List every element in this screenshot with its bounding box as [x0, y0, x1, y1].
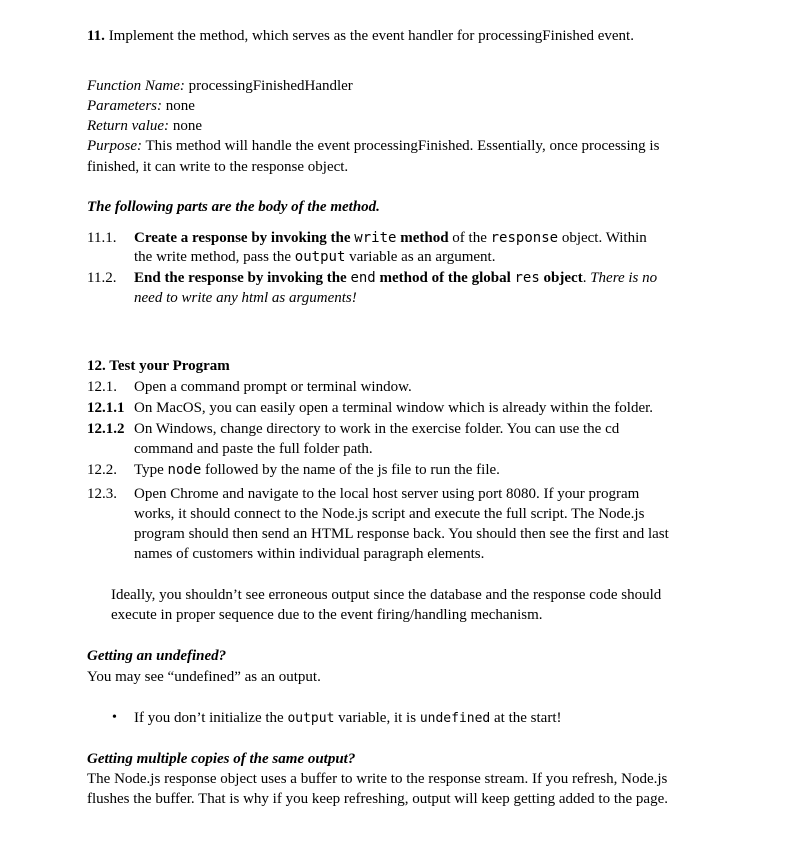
section-11-title: Implement the method, which serves as the event handler for processingFinished event.: [108, 28, 634, 44]
item-12-1-number: 12.1.: [87, 379, 117, 395]
item-12-1-line-1: Open a command prompt or terminal window.: [134, 379, 412, 395]
undefined-bullet-c: at the start!: [494, 710, 562, 726]
section-11-heading: [87, 26, 634, 46]
return-value-row: [87, 116, 202, 136]
item-11-2-number: 11.2.: [87, 270, 117, 286]
function-name-value: processingFinishedHandler: [188, 78, 353, 94]
multiple-copies-line-2: flushes the buffer. That is why if you keep refreshing, output will keep getting added to the page.: [87, 791, 668, 807]
undefined-text: You may see “undefined” as an output.: [87, 669, 321, 685]
multiple-copies-heading: Getting multiple copies of the same output?: [87, 751, 356, 767]
item-12-1-1-line-1: On MacOS, you can easily open a terminal window which is already within the folder.: [134, 400, 654, 416]
item-11-2-italic-1: There is no: [590, 270, 658, 286]
item-11-2-line-1: [134, 268, 657, 288]
return-value-label: Return value:: [87, 118, 170, 134]
code-node: node: [167, 462, 202, 478]
code-output: output: [294, 249, 346, 265]
item-12-3-line-4: names of customers within individual paragraph elements.: [134, 546, 485, 562]
item-11-2-bold-2: method of the global: [379, 270, 511, 286]
purpose-row: [87, 136, 659, 156]
parameters-value: none: [165, 98, 195, 114]
item-11-2-bold-1: End the response by invoking the: [134, 270, 347, 286]
item-11-2-bold-3: object: [543, 270, 583, 286]
item-11-1-bold-1: Create a response by invoking the: [134, 230, 351, 246]
item-12-3-line-1: Open Chrome and navigate to the local host server using port 8080. If your program: [134, 486, 640, 502]
return-value-value: none: [172, 118, 202, 134]
purpose-line-1: This method will handle the event processingFinished. Essentially, once processing is: [145, 138, 660, 154]
function-name-label: Function Name:: [87, 78, 185, 94]
code-end: end: [350, 270, 376, 286]
undefined-bullet-a: If you don’t initialize the: [134, 710, 284, 726]
section-12-heading: 12. Test your Program: [87, 358, 230, 374]
undefined-bullet-b: variable, it is: [338, 710, 417, 726]
item-12-3-line-3: program should then send an HTML response back. You should then see the first and last: [134, 526, 669, 542]
parameters-row: [87, 96, 195, 116]
item-12-3-number: 12.3.: [87, 486, 117, 502]
ideally-line-2: execute in proper sequence due to the event firing/handling mechanism.: [111, 607, 543, 623]
code-res: res: [514, 270, 540, 286]
ideally-line-1: Ideally, you shouldn’t see erroneous output since the database and the response code should: [111, 587, 662, 603]
item-11-1-number: 11.1.: [87, 230, 117, 246]
item-12-1-1-number: 12.1.1: [87, 400, 125, 416]
item-11-1-line-2-a: the write method, pass the: [134, 249, 292, 265]
item-12-2-text-b: followed by the name of the js file to run the file.: [205, 462, 500, 478]
undefined-heading: Getting an undefined?: [87, 648, 227, 664]
item-12-1-2-line-1: On Windows, change directory to work in the exercise folder. You can use the cd: [134, 421, 620, 437]
item-12-3-line-2: works, it should connect to the Node.js script and execute the full script. The Node.js: [134, 506, 645, 522]
code-output-inline: output: [287, 711, 335, 726]
bullet-marker: •: [112, 710, 117, 725]
code-write: write: [354, 230, 397, 246]
item-11-2-period: .: [582, 270, 587, 286]
item-12-1-2-number: 12.1.2: [87, 421, 125, 437]
purpose-label: Purpose:: [87, 138, 142, 154]
multiple-copies-line-1: The Node.js response object uses a buffer to write to the response stream. If you refresh, Node.js: [87, 771, 668, 787]
item-12-2-line-1: [134, 460, 500, 480]
item-11-1-line-1: [134, 228, 647, 248]
item-12-1-2-line-2: command and paste the full folder path.: [134, 441, 373, 457]
parameters-label: Parameters:: [87, 98, 162, 114]
purpose-line-2: finished, it can write to the response object.: [87, 159, 349, 175]
item-11-2-line-2: need to write any html as arguments!: [134, 290, 357, 306]
undefined-bullet-text: [134, 708, 562, 729]
item-11-1-text-2: object. Within: [561, 230, 647, 246]
item-11-1-text-1: of the: [452, 230, 487, 246]
item-12-2-number: 12.2.: [87, 462, 117, 478]
item-11-1-line-2: [134, 247, 495, 267]
code-response: response: [490, 230, 559, 246]
item-11-1-bold-2: method: [400, 230, 449, 246]
item-12-2-text-a: Type: [134, 462, 164, 478]
section-11-number: 11.: [87, 28, 105, 44]
item-11-1-line-2-b: variable as an argument.: [349, 249, 496, 265]
function-name-row: [87, 76, 353, 96]
code-undefined-inline: undefined: [419, 711, 491, 726]
method-body-heading: The following parts are the body of the method.: [87, 199, 380, 215]
